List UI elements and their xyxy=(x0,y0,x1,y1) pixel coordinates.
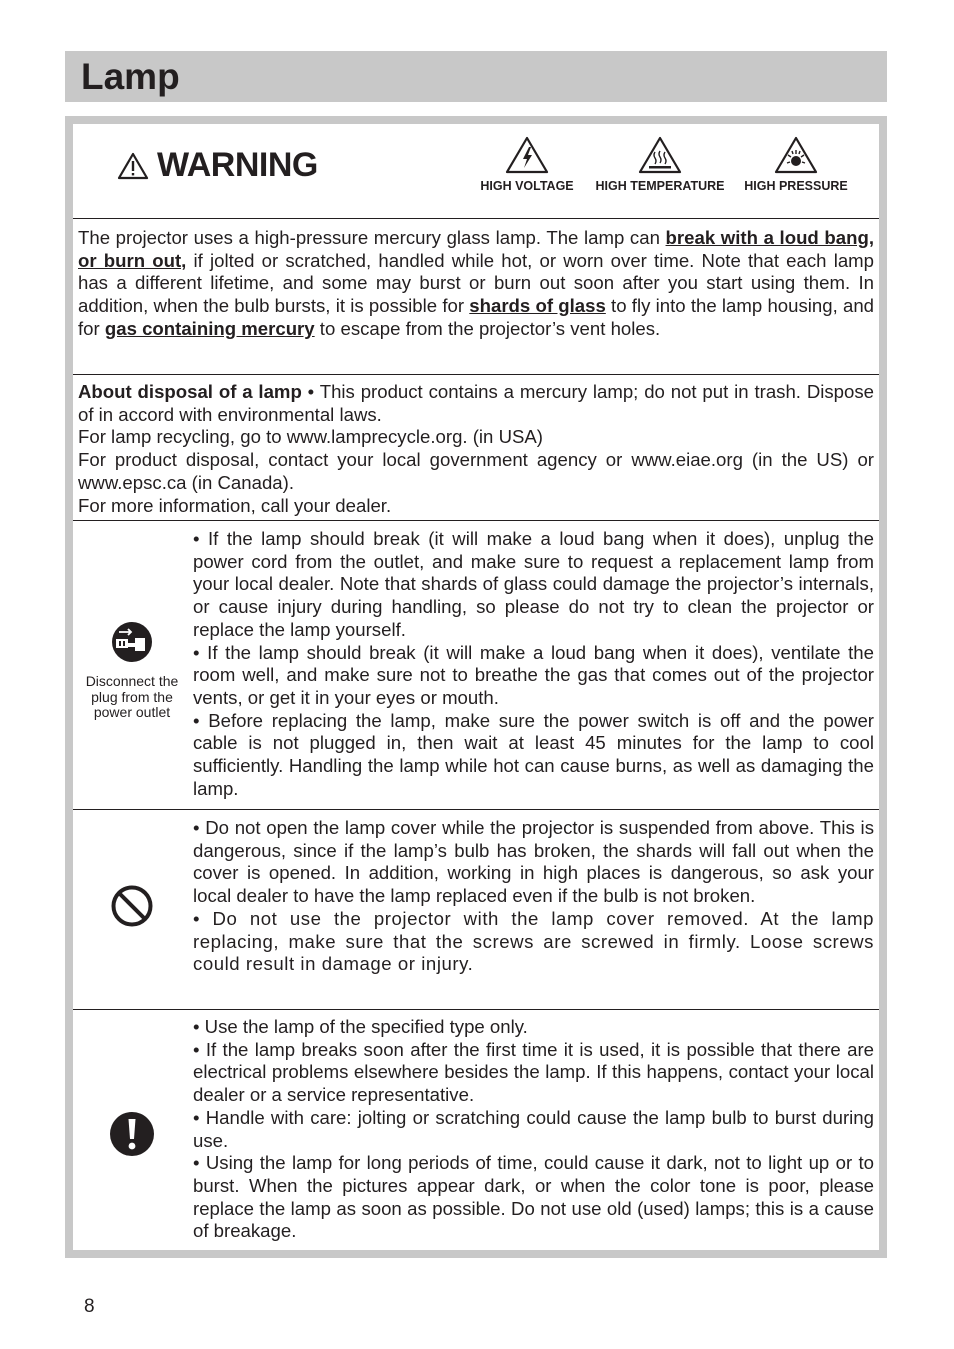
hazard-high-temperature xyxy=(590,136,730,193)
bullet-paragraph: • Before replacing the lamp, make sure the power switch is off and the power cable is not plugged in, then wait at least 45 minutes for the lamp to cool sufficiently. Handling the lamp while hot can cause burns, as well as damaging the lamp. xyxy=(193,709,874,799)
bullet-paragraph: • Using the lamp for long periods of time, could cause it dark, not to light up or to burst. When the pictures appear dark, or when the color tone is poor, please replace the lamp as soon as possible. Do not use old (used) lamps; this is a cause of breakage. xyxy=(193,1152,874,1242)
hazard-label: HIGH PRESSURE xyxy=(744,179,848,193)
page-number: 8 xyxy=(84,1296,95,1317)
disposal-line: For more information, call your dealer. xyxy=(78,494,392,516)
row-3-text xyxy=(193,1016,874,1243)
intro-emphasis: shards of glass xyxy=(469,295,606,317)
bullet-paragraph: • Do not use the projector with the lamp cover removed. At the lamp replacing, make sure that the screws are screwed in firmly. Loose screws could result in damage or injury. xyxy=(193,907,874,975)
intro-emphasis: gas containing mercury xyxy=(104,317,315,339)
bullet-paragraph: • If the lamp should break (it will make a loud bang when it does), unplug the power cord from the outlet, and make sure to request a replacement lamp from your local dealer. Note that shards of glass could damage the projector’s internals, or cause injury during handling, so please do not try to clean the projector or replace the lamp yourself. xyxy=(193,528,874,640)
title-bar xyxy=(65,51,887,102)
warning-title xyxy=(117,146,318,185)
high-pressure-icon xyxy=(774,136,818,174)
warning-panel xyxy=(73,124,879,1250)
high-temperature-icon xyxy=(638,136,682,174)
disconnect-plug-symbol xyxy=(73,621,191,721)
mandatory-action-icon xyxy=(109,1111,155,1157)
intro-emphasis: break with a loud bang, or burn out, xyxy=(78,227,874,271)
mandatory-action-symbol xyxy=(73,1111,191,1162)
intro-text: if jolted or scratched, handled while hot, or worn over time. Note that each lamp has a different lifetime, and some may burst or burn out soon after you start using them. In addition, when the bulb bursts, it is possible for xyxy=(78,249,874,317)
hazard-label: HIGH TEMPERATURE xyxy=(595,179,725,193)
disconnect-plug-icon xyxy=(111,621,153,663)
disposal-heading: About disposal of a lamp xyxy=(78,381,302,402)
disposal-line: • This product contains a mercury lamp; do not put in trash. Dispose of in accord with environmental laws. xyxy=(78,381,874,425)
intro-text: The projector uses a high-pressure mercury glass lamp. The lamp can xyxy=(78,227,666,248)
page-title: Lamp xyxy=(81,56,180,97)
high-voltage-icon xyxy=(505,136,549,174)
disposal-line: For lamp recycling, go to www.lamprecycle.org. (in USA) xyxy=(78,426,543,448)
bullet-paragraph: • If the lamp breaks soon after the first time it is used, it is possible that there are electrical problems elsewhere besides the lamp. If this happens, contact your local dealer or a service representative. xyxy=(193,1038,874,1106)
bullet-paragraph: • Use the lamp of the specified type only. xyxy=(193,1016,528,1037)
row-1-text xyxy=(193,528,874,800)
prohibited-icon xyxy=(110,884,154,928)
intro-paragraph xyxy=(78,227,874,341)
disposal-section xyxy=(78,381,874,517)
warning-header xyxy=(73,124,879,217)
warning-triangle-icon xyxy=(117,152,149,180)
disconnect-caption: Disconnect the plug from the power outlet xyxy=(85,673,179,720)
intro-text: to fly into the lamp housing, and for xyxy=(78,295,875,339)
prohibited-symbol xyxy=(73,884,191,933)
intro-text: to escape from the projector’s vent holes. xyxy=(314,317,661,339)
divider xyxy=(73,1009,879,1010)
bullet-paragraph: • Do not open the lamp cover while the projector is suspended from above. This is dangerous, since if the lamp’s bulb has broken, the shards will fall out when the cover is opened. In addition, working in high places is dangerous, so ask your local dealer to have the lamp replaced even if the bulb is not broken. xyxy=(193,817,874,907)
row-2-text xyxy=(193,817,874,976)
hazard-label: HIGH VOLTAGE xyxy=(480,179,574,193)
bullet-paragraph: • Handle with care: jolting or scratching could cause the lamp bulb to burst during use. xyxy=(193,1106,874,1151)
divider xyxy=(73,218,879,219)
hazard-high-pressure xyxy=(740,136,852,193)
warning-frame xyxy=(65,116,887,1258)
disposal-line: For product disposal, contact your local government agency or www.eiae.org (in the US) or www.epsc.ca (in Canada). xyxy=(78,449,874,493)
hazard-high-voltage xyxy=(475,136,579,193)
divider xyxy=(73,374,879,375)
divider xyxy=(73,520,879,521)
bullet-paragraph: • If the lamp should break (it will make a loud bang when it does), ventilate the room well, and make sure not to breathe the gas that comes out of the projector vents, or get it in your eyes or mouth. xyxy=(193,641,874,708)
warning-label: WARNING xyxy=(157,146,318,184)
divider xyxy=(73,809,879,810)
